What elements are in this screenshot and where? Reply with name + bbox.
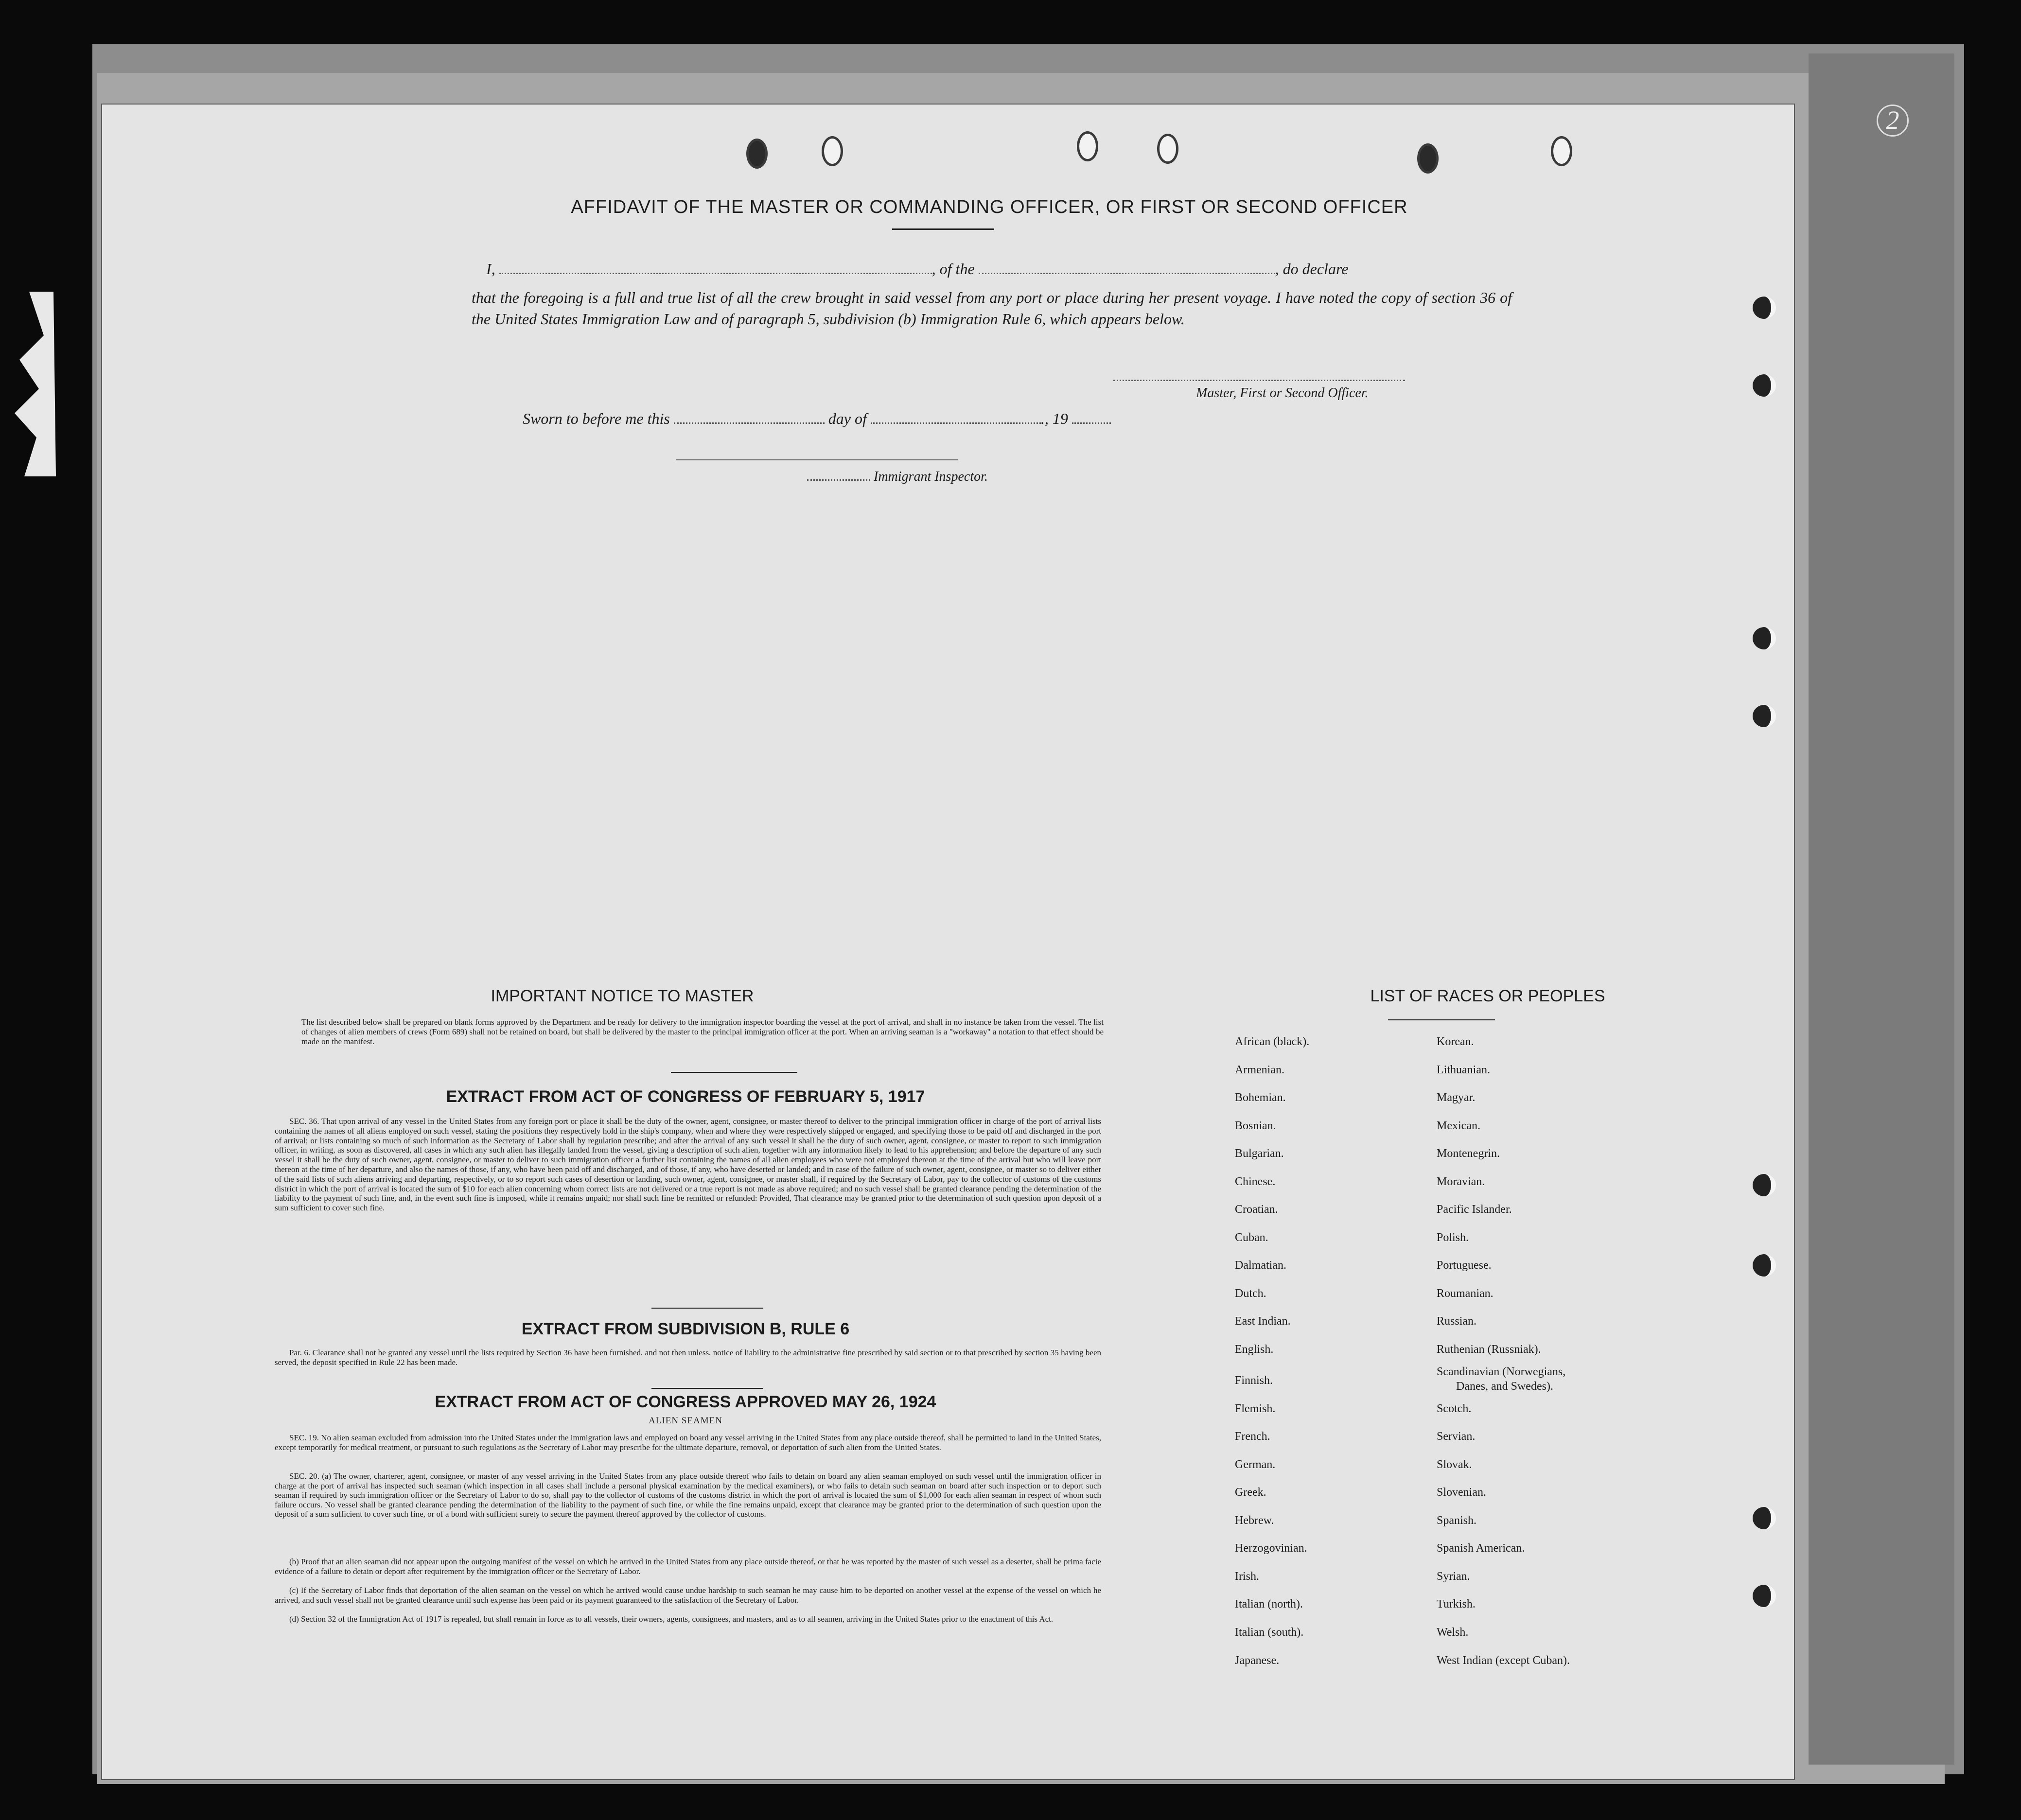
punch-hole xyxy=(1077,131,1098,161)
master-signature-title: Master, First or Second Officer. xyxy=(1196,385,1369,401)
race-item: Italian (north). xyxy=(1235,1598,1303,1610)
race-item: Scotch. xyxy=(1437,1402,1472,1415)
race-item: Italian (south). xyxy=(1235,1626,1304,1639)
extract-1917-title: EXTRACT FROM ACT OF CONGRESS OF FEBRUARY 5, 1917 xyxy=(446,1087,925,1106)
race-item: Greek. xyxy=(1235,1486,1266,1499)
section-rule xyxy=(651,1388,763,1389)
corner-mark: 2 xyxy=(1877,105,1909,137)
punch-hole xyxy=(1753,1507,1776,1529)
race-item: Finnish. xyxy=(1235,1374,1273,1387)
race-item: German. xyxy=(1235,1458,1276,1471)
binder-edge xyxy=(1809,53,1954,1765)
name-blank[interactable] xyxy=(499,273,932,274)
race-item: Montenegrin. xyxy=(1437,1147,1500,1160)
sworn-line xyxy=(523,410,1252,428)
extract-1924-subtitle: ALIEN SEAMEN xyxy=(649,1416,722,1426)
notice-text: The list described below shall be prepared on blank forms approved by the Department and be ready for delivery to the immigration inspector boarding the vessel at the port of arrival, and shall in no instance be taken from the vessel. The list of changes of alien members of crews (Form 689) shall not be retained on board, but shall be delivered by the master to the principal immigration officer at the port. When an arriving seaman is a "workaway" a notation to that effect should be made on the manifest. xyxy=(301,1017,1104,1046)
race-item: Bohemian. xyxy=(1235,1091,1286,1104)
race-item: Herzogovinian. xyxy=(1235,1542,1307,1555)
extract-1917-text: SEC. 36. That upon arrival of any vessel in the United States from any foreign port or place it shall be the duty of the owner, agent, consignee, or master thereof to deliver to the principal immigration officer in charge of the port of arrival lists containing the names of all aliens employed on such vessel, stating the positions they respectively hold in the ship's company, when and where they were respectively shipped or engaged, and specifying those to be paid off and discharged in the port of arrival; or lists containing so much of such information as the Secretary of Labor shall by regulation prescribe; and after the arrival of any such vessel it shall be the duty of such owner, agent, consignee, or master to report to such immigration officer, in writing, as soon as discovered, all cases in which any such alien has illegally landed from the vessel, giving a description of such alien, together with any information likely to lead to his apprehension; and before the departure of any such vessel it shall be the duty of such owner, agent, consignee, or master to deliver to such immigration officer a further list containing the names of all alien employees who were not employed thereon at the time of the arrival but who will leave port thereon at the time of her departure, and also the names of those, if any, who have been paid off and discharged, and of those, if any, who have deserted or landed; and in case of the failure of such owner, agent, consignee, or master so to deliver either of the said lists of such aliens arriving and departing, respectively, or to so report such cases of desertion or landing, such owner, agent, consignee, or master shall, if required by the Secretary of Labor, pay to the collector of customs of the customs district in which the port of arrival is located the sum of $10 for each alien concerning whom correct lists are not delivered or a true report is not made as above required; and no such vessel shall be granted clearance pending the determination of the liability to the payment of such fine, and, in the event such fine is imposed, while it remains unpaid; nor shall such fine be remitted or refunded: Provided, That clearance may be granted prior to the determination of such question upon deposit of a sum sufficient to cover such fine. xyxy=(275,1117,1101,1213)
race-item: Flemish. xyxy=(1235,1402,1276,1415)
punch-hole xyxy=(1551,136,1572,166)
inspector-label: Immigrant Inspector. xyxy=(874,469,988,484)
punch-hole xyxy=(1753,297,1776,319)
race-item: Spanish American. xyxy=(1437,1542,1525,1555)
punch-hole xyxy=(1753,374,1776,397)
punch-hole xyxy=(1417,143,1439,174)
race-item: East Indian. xyxy=(1235,1315,1291,1328)
race-item: Russian. xyxy=(1437,1315,1477,1328)
punch-hole xyxy=(1753,705,1776,727)
race-item: Irish. xyxy=(1235,1570,1259,1583)
extract-1924-sec20d: (d) Section 32 of the Immigration Act of 1917 is repealed, but shall remain in force as to all vessels, their owners, agents, consignees, and masters, and as to all seamen, arriving in the United States prior to the enactment of this Act. xyxy=(289,1614,1054,1624)
race-item: Croatian. xyxy=(1235,1203,1278,1216)
declaration-line xyxy=(486,260,1517,278)
affidavit-statement: that the foregoing is a full and true list of all the crew brought in said vessel from any port or place during her present voyage. I have noted the copy of section 36 of the United States Immigration Law and of paragraph 5, subdivision (b) Immigration Rule 6, which appears below. xyxy=(472,289,1512,328)
punch-hole xyxy=(746,139,768,169)
punch-hole xyxy=(1753,1585,1776,1607)
race-item: Korean. xyxy=(1437,1035,1474,1048)
sworn-prefix: Sworn to before me this xyxy=(523,410,670,427)
race-item: Ruthenian (Russniak). xyxy=(1437,1343,1541,1356)
sworn-year-blank[interactable] xyxy=(1072,422,1111,424)
race-item: Spanish. xyxy=(1437,1514,1477,1527)
declaration-of-the: , of the xyxy=(931,260,975,278)
race-item: Servian. xyxy=(1437,1430,1476,1443)
race-item: Bosnian. xyxy=(1235,1120,1276,1132)
extract-1924-sec20a: SEC. 20. (a) The owner, charterer, agent, consignee, or master of any vessel arriving in the United States from any place outside thereof who fails to detain on board any alien seaman employed on such vessel until the immigration officer in charge at the port of arrival has inspected such seaman (which inspection in all cases shall include a personal physical examination by the medical examiners), or who fails to detain such seaman on board after such inspection or to deport such seaman if required by such immigration officer or the Secretary of Labor to do so, shall pay to the collector of customs of the customs district in which the port of arrival is located the sum of $1,000 for each alien seaman in respect of whom such failure occurs. No vessel shall be granted clearance pending the determination of the liability to the payment of such fine, or while the fine remains unpaid, except that clearance may be granted prior to the determination of such question upon the deposit of a sum sufficient to cover such fine, or of a bond with sufficient surety to secure the payment thereof approved by the collector of customs. xyxy=(275,1471,1101,1519)
races-title-rule xyxy=(1388,1019,1495,1020)
declaration-do-declare: , do declare xyxy=(1275,260,1349,278)
race-item: Pacific Islander. xyxy=(1437,1203,1512,1216)
race-item: Welsh. xyxy=(1437,1626,1469,1639)
race-item: Armenian. xyxy=(1235,1064,1284,1076)
extract-rule6-text: Par. 6. Clearance shall not be granted any vessel until the lists required by Section 36 have been furnished, and not then unless, notice of liability to the administrative fine prescribed by said section or to that prescribed by section 35 having been served, the deposit specified in Rule 22 has been made. xyxy=(275,1348,1101,1367)
punch-hole xyxy=(1753,627,1776,649)
race-item: Magyar. xyxy=(1437,1091,1476,1104)
race-item: Lithuanian. xyxy=(1437,1064,1490,1076)
race-item: Polish. xyxy=(1437,1231,1469,1244)
race-item: Danes, and Swedes). xyxy=(1456,1380,1553,1393)
extract-1924-title: EXTRACT FROM ACT OF CONGRESS APPROVED MAY 26, 1924 xyxy=(435,1393,936,1411)
race-item: Moravian. xyxy=(1437,1175,1485,1188)
race-item: Hebrew. xyxy=(1235,1514,1274,1527)
race-item: Bulgarian. xyxy=(1235,1147,1284,1160)
extract-1924-sec20b: (b) Proof that an alien seaman did not appear upon the outgoing manifest of the vessel on which he arrived in the United States from any place outside thereof, or that he was reported by the master of such vessel as a deserter, shall be prima facie evidence of a failure to detain or deport after requirement by the immigration officer or the Secretary of Labor. xyxy=(275,1557,1101,1576)
manifest-page xyxy=(102,105,1794,1779)
inspector-signature-line[interactable] xyxy=(676,459,958,460)
inspector-title xyxy=(807,469,988,485)
race-item: West Indian (except Cuban). xyxy=(1437,1654,1570,1667)
punch-hole xyxy=(822,136,843,166)
race-item: Portuguese. xyxy=(1437,1259,1492,1272)
race-item: African (black). xyxy=(1235,1035,1310,1048)
declaration-i: I, xyxy=(486,260,495,278)
race-item: Slovenian. xyxy=(1437,1486,1486,1499)
race-item: Cuban. xyxy=(1235,1231,1268,1244)
bleed-through-text xyxy=(141,241,1770,260)
extract-rule6-title: EXTRACT FROM SUBDIVISION B, RULE 6 xyxy=(521,1320,850,1338)
section-rule xyxy=(651,1308,763,1309)
vessel-blank[interactable] xyxy=(979,273,1275,274)
race-item: English. xyxy=(1235,1343,1274,1356)
master-signature-blank[interactable] xyxy=(1113,380,1405,381)
sworn-day-of: day of xyxy=(828,410,867,427)
race-item: Syrian. xyxy=(1437,1570,1470,1583)
extract-1924-sec19: SEC. 19. No alien seaman excluded from admission into the United States under the immigration laws and employed on board any vessel arriving in the United States from any place outside thereof, shall be permitted to land in the United States, except temporarily for medical treatment, or pursuant to such regulations as the Secretary of Labor may prescribe for the ultimate departure, removal, or deportation of such alien from the United States. xyxy=(275,1433,1101,1452)
torn-paper-edge xyxy=(10,292,56,476)
punch-hole xyxy=(1753,1174,1776,1196)
races-title: LIST OF RACES OR PEOPLES xyxy=(1370,987,1605,1005)
sworn-day-blank[interactable] xyxy=(674,422,825,424)
race-item: Dalmatian. xyxy=(1235,1259,1286,1272)
race-item: Turkish. xyxy=(1437,1598,1476,1610)
race-item: Dutch. xyxy=(1235,1287,1266,1300)
race-item: Japanese. xyxy=(1235,1654,1280,1667)
section-rule xyxy=(671,1072,797,1073)
extract-1924-sec20c: (c) If the Secretary of Labor finds that deportation of the alien seaman on the vessel on which he arrived would cause undue hardship to such seaman he may cause him to be deported on another vessel at the expense of the vessel on which he arrived, and such vessel shall not be granted clearance until such expense has been paid or its payment guaranteed to the satisfaction of the Secretary of Labor. xyxy=(275,1586,1101,1605)
race-item: Slovak. xyxy=(1437,1458,1472,1471)
punch-hole xyxy=(1157,134,1178,164)
sworn-year: ., 19 xyxy=(1040,410,1068,427)
affidavit-title: AFFIDAVIT OF THE MASTER OR COMMANDING OFFICER, OR FIRST OR SECOND OFFICER xyxy=(571,197,1408,217)
race-item: Mexican. xyxy=(1437,1120,1480,1132)
race-item: French. xyxy=(1235,1430,1270,1443)
race-item: Chinese. xyxy=(1235,1175,1276,1188)
race-item: Scandinavian (Norwegians, xyxy=(1437,1365,1566,1378)
notice-title: IMPORTANT NOTICE TO MASTER xyxy=(491,987,754,1005)
inspector-dots xyxy=(807,479,870,481)
punch-hole xyxy=(1753,1254,1776,1277)
title-rule xyxy=(892,228,994,230)
race-item: Roumanian. xyxy=(1437,1287,1494,1300)
sworn-month-blank[interactable] xyxy=(871,422,1041,424)
